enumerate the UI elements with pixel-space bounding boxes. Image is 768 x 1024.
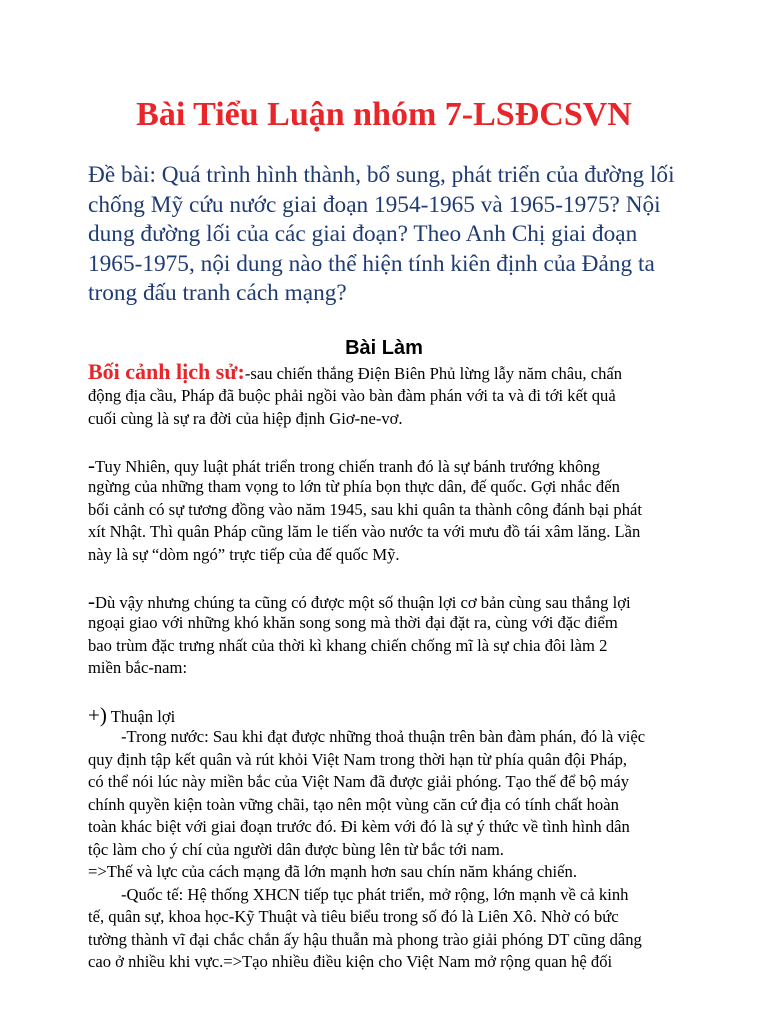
prompt-line: Đề bài: Quá trình hình thành, bổ sung, phát triển của đường lối — [88, 162, 675, 188]
prompt-line: trong đấu tranh cách mạng? — [88, 280, 347, 306]
text-line: tường thành vĩ đại chắc chắn ấy hậu thuẫn mà phong trào giải phóng DT cũng dâng — [88, 929, 642, 949]
paragraph-first-line — [88, 454, 688, 477]
dash-marker: - — [88, 452, 95, 477]
text-line: có thể nói lúc này miền bắc của Việt Nam đã được giải phóng. Tạo thế để bộ máy — [88, 772, 630, 792]
document-title: Bài Tiểu Luận nhóm 7-LSĐCSVN — [136, 96, 632, 133]
text-line: ngừng của những tham vọng to lớn từ phía bọn thực dân, đế quốc. Gợi nhắc đến — [88, 477, 620, 497]
text-line: bối cảnh có sự tương đồng vào năm 1945, sau khi quân ta thành công đánh bại phát — [88, 499, 642, 519]
text-line: =>Thế và lực của cách mạng đã lớn mạnh hơn sau chín năm kháng chiến. — [88, 862, 577, 882]
text-line: ngoại giao với những khó khăn song song mà thời đại đặt ra, cùng với đặc điểm — [88, 613, 618, 633]
text-line: động địa cầu, Pháp đã buộc phải ngồi vào bàn đàm phán với ta và đi tới kết quả — [88, 386, 616, 405]
advantages-label: Thuận lợi — [110, 706, 176, 726]
paragraph-text: Tuy Nhiên, quy luật phát triển trong chiến tranh đó là sự bánh trướng không — [95, 456, 600, 476]
prompt-line: dung đường lối của các giai đoạn? Theo Anh Chị giai đoạn — [88, 221, 638, 247]
international-first-line: -Quốc tế: Hệ thống XHCN tiếp tục phát triển, mở rộng, lớn mạnh về cả kinh — [121, 884, 629, 904]
essay-body — [88, 361, 688, 974]
dash-marker: - — [88, 588, 95, 613]
advantages-heading — [88, 704, 688, 727]
text-line: cuối cùng là sự ra đời của hiệp định Giơ-ne-vơ. — [88, 408, 403, 428]
text-line: tế, quân sự, khoa học-Kỹ Thuật và tiêu biểu trong số đó là Liên Xô. Nhờ có bức — [88, 907, 619, 927]
prompt-line: 1965-1975, nội dung nào thể hiện tính kiên định của Đảng ta — [88, 250, 655, 277]
context-text: -sau chiến thắng Điện Biên Phủ lừng lẫy năm châu, chấn — [244, 364, 623, 383]
text-line: cao ở nhiều khi vực.=>Tạo nhiều điều kiện cho Việt Nam mở rộng quan hệ đối — [88, 952, 613, 972]
prompt-line: chống Mỹ cứu nước giai đoạn 1954-1965 và 1965-1975? Nội — [88, 191, 661, 218]
domestic-first-line: -Trong nước: Sau khi đạt được những thoả thuận trên bàn đàm phán, đó là việc — [121, 727, 646, 747]
essay-prompt — [88, 161, 698, 309]
paragraph-gap — [88, 566, 688, 590]
context-label: Bối cảnh lịch sử: — [88, 359, 245, 384]
text-line: chính quyền kiện toàn vững chãi, tạo nên một vùng căn cứ địa có tính chất hoàn — [88, 794, 619, 814]
plus-marker: +) — [88, 702, 107, 727]
text-line: toàn khác biệt với giai đoạn trước đó. Đi kèm với đó là sự ý thức về tình hình dân — [88, 817, 630, 837]
answer-heading: Bài Làm — [345, 337, 423, 359]
text-line: quy định tập kết quân và rút khỏi Việt Nam trong thời hạn từ phía quân đội Pháp, — [88, 749, 628, 769]
paragraph-first-line — [88, 590, 688, 613]
text-line: này là sự “dòm ngó” trực tiếp của đế quốc Mỹ. — [88, 544, 400, 564]
text-line: xít Nhật. Thì quân Pháp cũng lăm le tiến vào nước ta với mưu đồ tái xâm lăng. Lần — [88, 522, 641, 542]
paragraph-gap — [88, 680, 688, 704]
paragraph-gap — [88, 430, 688, 454]
text-line: bao trùm đặc trưng nhất của thời kì khang chiến chống mĩ là sự chia đôi làm 2 — [88, 635, 608, 655]
text-line: tộc làm cho ý chí của người dân được bùng lên từ bắc tới nam. — [88, 839, 504, 859]
text-line: miền bắc-nam: — [88, 658, 188, 678]
context-first-line — [88, 361, 688, 385]
paragraph-text: Dù vậy nhưng chúng ta cũng có được một số thuận lợi cơ bản cùng sau thắng lợi — [95, 592, 631, 612]
